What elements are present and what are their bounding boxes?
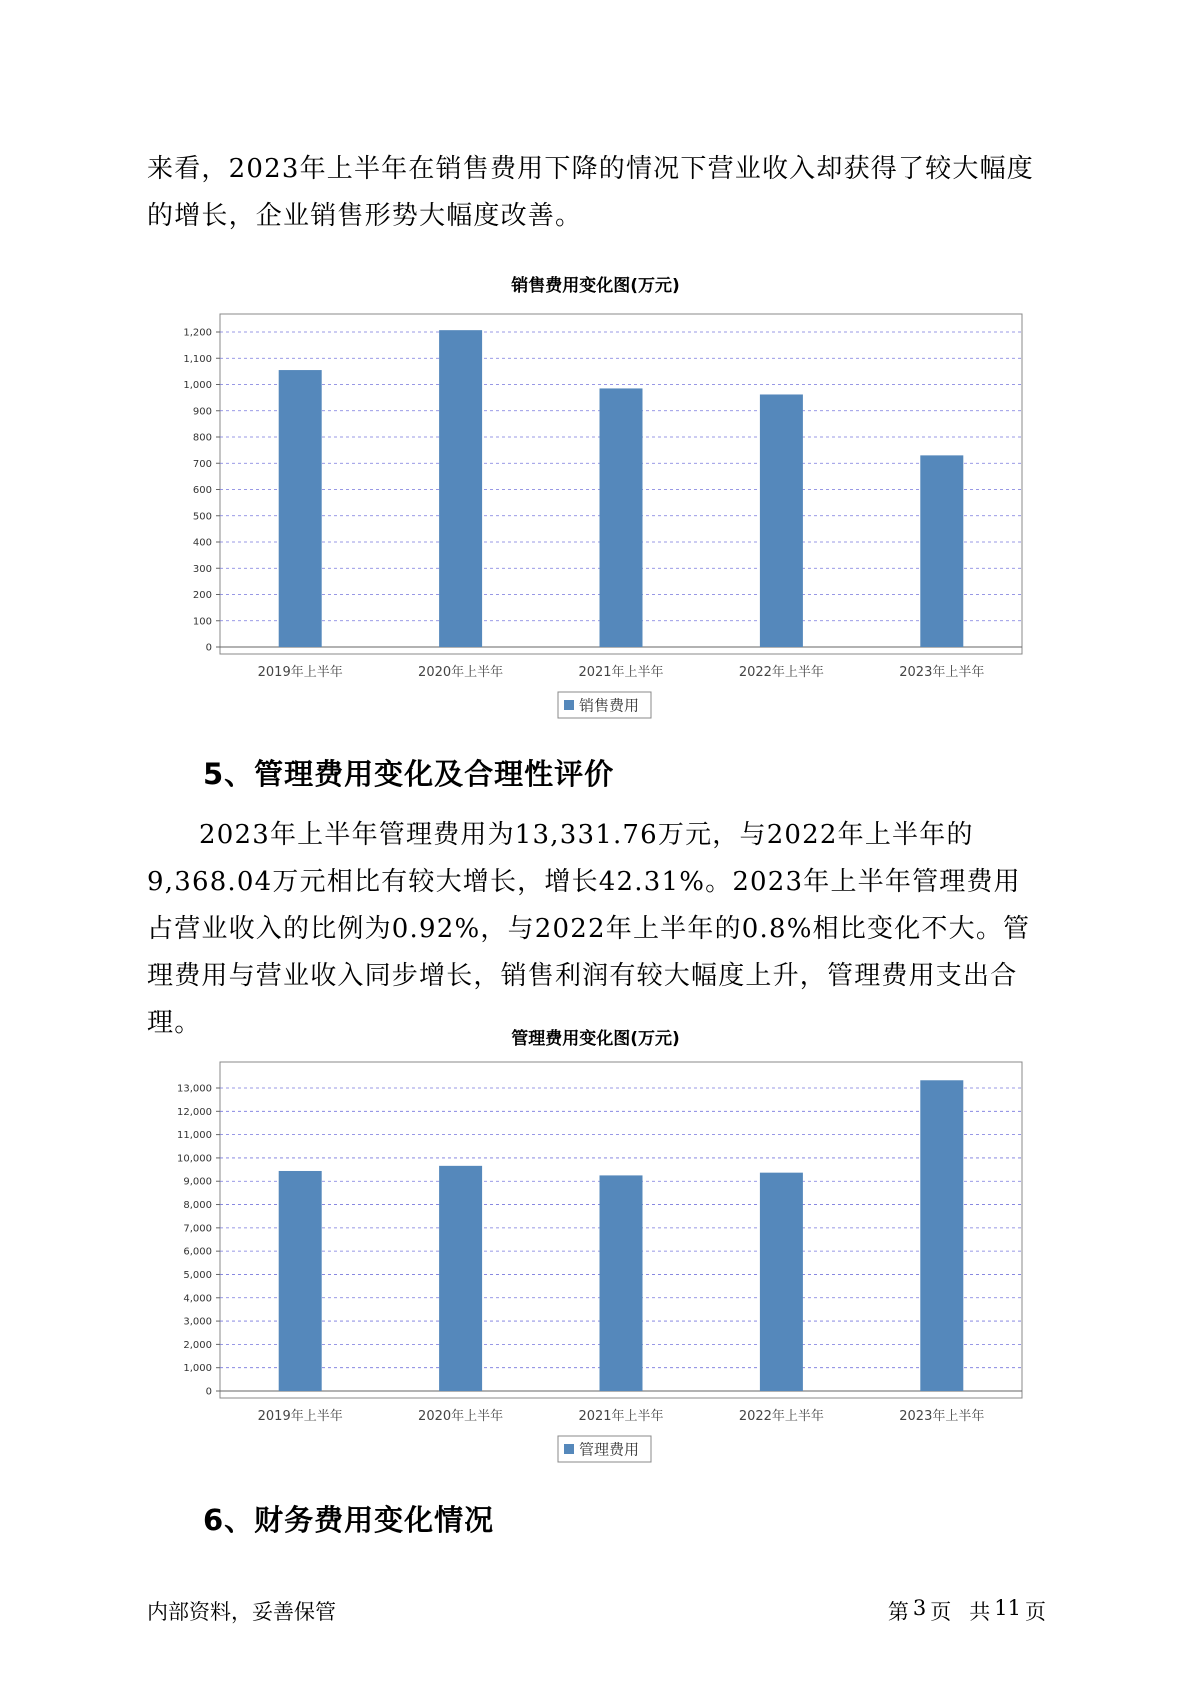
- y-tick-label: 800: [192, 432, 212, 444]
- y-tick-label: 700: [192, 458, 212, 470]
- y-tick-label: 6,000: [183, 1246, 212, 1258]
- y-tick-label: 9,000: [183, 1176, 212, 1188]
- y-tick-label: 2,000: [183, 1339, 212, 1351]
- bar: [760, 394, 803, 647]
- legend-label: 管理费用: [579, 1440, 640, 1459]
- bar: [920, 1080, 963, 1391]
- section-6-heading: 6、财务费用变化情况: [203, 1503, 495, 1537]
- y-tick-label: 11,000: [177, 1130, 212, 1142]
- sales-expense-chart-title: 销售费用变化图(万元): [511, 276, 680, 296]
- bar: [600, 388, 643, 647]
- y-tick-label: 900: [192, 406, 212, 418]
- bar: [600, 1175, 643, 1391]
- y-tick-label: 0: [205, 642, 212, 654]
- total-pages: 11: [994, 1596, 1021, 1620]
- x-category-label: 2022年上半年: [738, 665, 824, 680]
- total-label-pre: 共: [969, 1600, 991, 1624]
- bar: [920, 455, 963, 647]
- y-tick-label: 7,000: [183, 1223, 212, 1235]
- sales-expense-chart: [0, 300, 1191, 720]
- y-tick-label: 3,000: [183, 1316, 212, 1328]
- x-category-label: 2023年上半年: [899, 665, 985, 680]
- y-tick-label: 1,000: [183, 380, 212, 391]
- y-tick-label: 10,000: [177, 1153, 212, 1165]
- bar: [439, 330, 482, 647]
- y-tick-label: 1,200: [183, 327, 212, 339]
- y-tick-label: 1,000: [183, 1363, 212, 1375]
- y-tick-label: 300: [192, 563, 212, 575]
- legend-swatch: [564, 1444, 574, 1454]
- x-category-label: 2020年上半年: [418, 1409, 504, 1424]
- y-tick-label: 500: [192, 511, 212, 523]
- x-category-label: 2019年上半年: [257, 1409, 343, 1424]
- y-tick-label: 100: [192, 616, 212, 628]
- bar: [760, 1173, 803, 1391]
- section-5-paragraph: 2023年上半年管理费用为13,331.76万元，与2022年上半年的9,368.04万元相比有较大增长，增长42.31%。2023年上半年管理费用占营业收入的比例为0.92%，与2022年上半年的0.8%相比变化不大。管理费用与营业收入同步增长，销售利润有较大幅度上升，管理费用支出合理。: [147, 820, 1031, 1038]
- page-number: 3: [912, 1596, 927, 1620]
- intro-paragraph: 来看，2023年上半年在销售费用下降的情况下营业收入却获得了较大幅度的增长，企业销售形势大幅度改善。: [147, 154, 1034, 231]
- x-category-label: 2021年上半年: [578, 1409, 664, 1424]
- y-tick-label: 600: [192, 485, 212, 496]
- bar: [279, 1171, 322, 1391]
- y-tick-label: 200: [192, 590, 212, 601]
- legend-swatch: [564, 700, 574, 710]
- y-tick-label: 4,000: [183, 1293, 212, 1305]
- page-label-post: 页: [930, 1600, 952, 1624]
- page-label-pre: 第: [887, 1600, 909, 1624]
- y-tick-label: 5,000: [183, 1269, 212, 1281]
- x-category-label: 2022年上半年: [738, 1409, 824, 1424]
- admin-expense-chart-title: 管理费用变化图(万元): [511, 1029, 680, 1049]
- y-tick-label: 1,100: [183, 353, 212, 365]
- x-category-label: 2020年上半年: [418, 665, 504, 680]
- bar: [279, 370, 322, 647]
- bar: [439, 1166, 482, 1391]
- y-tick-label: 12,000: [177, 1106, 212, 1118]
- total-label-post: 页: [1025, 1600, 1046, 1624]
- legend-label: 销售费用: [579, 696, 640, 715]
- x-category-label: 2021年上半年: [578, 665, 664, 680]
- x-category-label: 2019年上半年: [257, 665, 343, 680]
- y-tick-label: 8,000: [183, 1200, 212, 1212]
- y-tick-label: 0: [205, 1386, 212, 1398]
- x-category-label: 2023年上半年: [899, 1409, 985, 1424]
- footer-page-info: [888, 1596, 1046, 1626]
- footer-confidential-note: 内部资料，妥善保管: [147, 1600, 336, 1624]
- section-5-heading: 5、管理费用变化及合理性评价: [203, 757, 615, 791]
- admin-expense-chart: [0, 1050, 1191, 1470]
- y-tick-label: 13,000: [177, 1083, 212, 1095]
- y-tick-label: 400: [192, 537, 212, 549]
